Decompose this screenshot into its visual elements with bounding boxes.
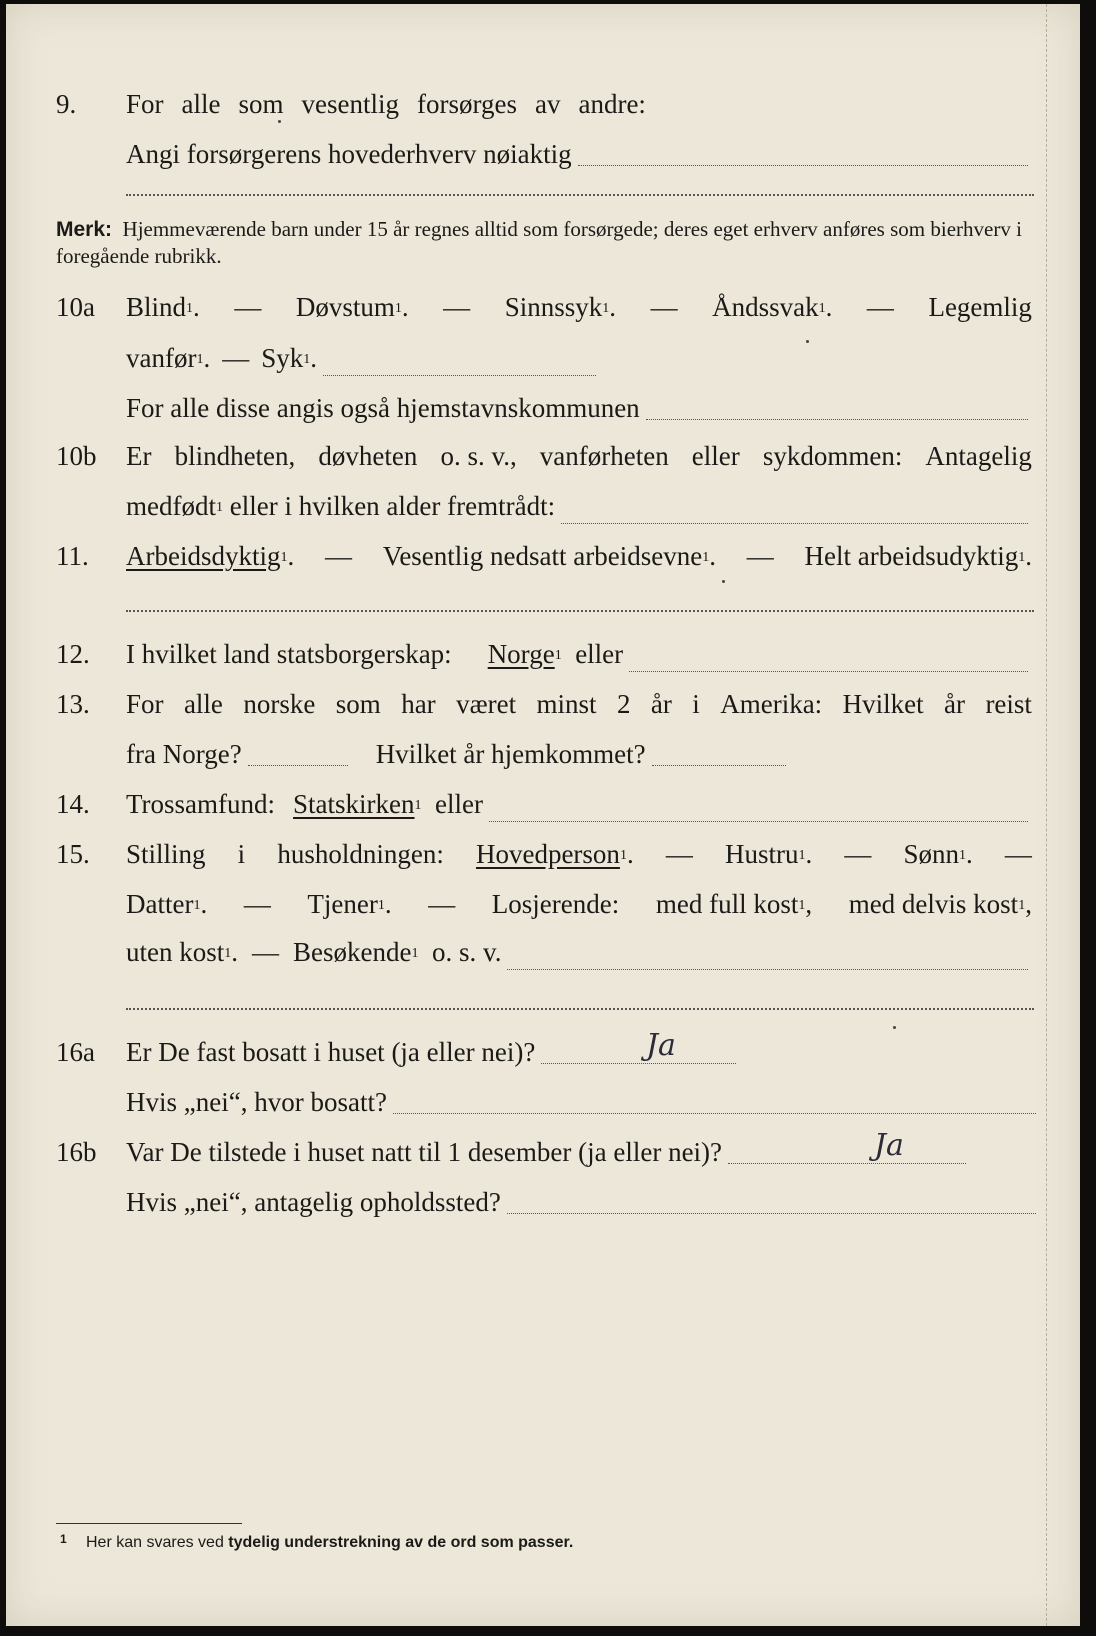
option-tjener[interactable]: Tjener: [307, 889, 378, 919]
question-number: 10a: [56, 292, 95, 322]
footnote-mark: 1: [60, 1532, 67, 1546]
option-hovedperson[interactable]: Hovedperson: [475, 839, 620, 869]
citizenship-label: I hvilket land statsborgerskap:: [126, 639, 452, 669]
whereabouts-answer-line[interactable]: [507, 1213, 1036, 1214]
residence-label: Hvis „nei“, hvor bosatt?: [126, 1087, 387, 1117]
question-13-row-1: 13. For alle norske som har været minst 2 år i Amerika: Hvilket år reist: [6, 684, 1080, 724]
resident-question: Er De fast bosatt i huset (ja eller nei)?: [126, 1037, 536, 1067]
hjemstavn-label: For alle disse angis også hjemstavnskommunen: [126, 393, 640, 423]
question-15-row-3: uten kost $^1$ . — Besøkende $^1$ o. s. v.: [6, 932, 1080, 972]
question-11-row: 11. Arbeidsdyktig$^1$. — Vesentlig nedsatt arbeidsevne$^1$. — Helt arbeidsudyktig$^1$.: [6, 536, 1080, 576]
question-number: 16a: [56, 1037, 95, 1067]
occupation-answer-line[interactable]: [578, 165, 1028, 166]
option-andssvak[interactable]: Åndssvak: [712, 292, 819, 322]
option-dovstum[interactable]: Døvstum: [295, 292, 395, 322]
question-number: 15.: [56, 839, 90, 869]
household-status-answer-line[interactable]: [507, 969, 1028, 970]
question-9-text: For alle som vesentlig forsørges av andre:: [126, 89, 646, 119]
footnote-divider: [56, 1523, 242, 1524]
illness-answer-line[interactable]: [323, 375, 596, 376]
census-form-page: [6, 4, 1080, 1626]
citizenship-answer-line[interactable]: [629, 671, 1028, 672]
merk-text: Hjemmeværende barn under 15 år regnes alltid som forsørgede; deres eget erhverv anføres som bierhverv i foregående rubrikk.: [56, 217, 1022, 268]
ink-speck: [893, 1026, 896, 1029]
option-arbeidsudyktig[interactable]: Helt arbeidsudyktig: [804, 541, 1019, 571]
question-16b-row-1: [6, 1128, 1080, 1172]
option-delvis-kost[interactable]: med delvis kost: [848, 889, 1019, 919]
option-vanfor[interactable]: vanfør: [126, 343, 197, 373]
question-16a-row-1: [6, 1028, 1080, 1072]
occupation-label: Angi forsørgerens hovederhverv nøiaktig: [126, 139, 572, 169]
question-number: 14.: [56, 789, 90, 819]
question-14-row: 14. Trossamfund: Statskirken $^1$ eller: [6, 784, 1080, 824]
footnote-emphasis: tydelig understrekning av de ord som passer.: [228, 1534, 574, 1551]
merk-note: [56, 216, 1032, 270]
option-sonn[interactable]: Sønn: [903, 839, 960, 869]
question-10b-row-2: medfødt $^1$ eller i hvilken alder fremtrådt:: [6, 486, 1080, 526]
option-besokende[interactable]: Besøkende: [293, 937, 412, 967]
handwritten-answer: Ja: [874, 1128, 904, 1163]
option-medfodt[interactable]: medfødt: [126, 491, 216, 521]
option-datter[interactable]: Datter: [126, 889, 194, 919]
question-number: 13.: [56, 689, 90, 719]
onset-age-label: eller i hvilken alder fremtrådt:: [229, 491, 556, 521]
merk-label: Merk:: [56, 218, 113, 241]
present-question: Var De tilstede i huset natt til 1 desember (ja eller nei)?: [126, 1137, 723, 1167]
religion-answer-line[interactable]: [489, 821, 1028, 822]
footnote-text: Her kan svares ved: [86, 1534, 224, 1551]
question-number: 12.: [56, 639, 90, 669]
blank-answer-line[interactable]: [126, 610, 1034, 612]
residence-answer-line[interactable]: [393, 1113, 1036, 1114]
option-legemlig[interactable]: Legemlig: [928, 292, 1032, 322]
question-number: 11.: [56, 541, 89, 571]
emigrated-year-answer-line[interactable]: [248, 765, 348, 766]
option-uten-kost[interactable]: uten kost: [126, 937, 225, 967]
question-number: 10b: [56, 441, 97, 471]
question-16b-row-2: [6, 1182, 1080, 1222]
question-10a-row-3: [6, 388, 1080, 428]
hjemstavn-answer-line[interactable]: [646, 419, 1028, 420]
option-syk[interactable]: Syk: [261, 343, 304, 373]
question-12-row: 12. I hvilket land statsborgerskap: Norge $^1$ eller: [6, 634, 1080, 674]
present-answer-field[interactable]: [728, 1163, 966, 1164]
blank-answer-line[interactable]: [126, 194, 1034, 196]
handwritten-answer: Ja: [646, 1028, 676, 1063]
option-arbeidsdyktig[interactable]: Arbeidsdyktig: [126, 541, 281, 571]
option-norge[interactable]: Norge: [487, 639, 555, 669]
option-hustru[interactable]: Hustru: [724, 839, 799, 869]
onset-age-answer-line[interactable]: [561, 523, 1028, 524]
option-full-kost[interactable]: med full kost: [655, 889, 799, 919]
option-sinnssyk[interactable]: Sinnssyk: [504, 292, 603, 322]
question-15-row-2: Datter$^1$. — Tjener$^1$. — Losjerende: med full kost$^1$, med delvis kost$^1$,: [126, 889, 1032, 919]
question-16a-row-2: [6, 1082, 1080, 1122]
footnote: [60, 1532, 574, 1552]
question-9-row-1: [6, 84, 1080, 124]
blank-answer-line[interactable]: [126, 1008, 1034, 1010]
whereabouts-label: Hvis „nei“, antagelig opholdssted?: [126, 1187, 501, 1217]
question-10a-row-2: vanfør $^1$ . — Syk $^1$ .: [6, 338, 1080, 378]
option-statskirken[interactable]: Statskirken: [293, 789, 415, 819]
returned-year-label: Hvilket år hjemkommet?: [375, 739, 646, 769]
question-10b-row-1: 10b Er blindheten, døvheten o. s. v., vanførheten eller sykdommen: Antagelig: [6, 436, 1080, 476]
emigrated-year-label: fra Norge?: [126, 739, 242, 769]
question-9-row-2: [6, 134, 1080, 174]
returned-year-answer-line[interactable]: [652, 765, 786, 766]
option-blind[interactable]: Blind: [126, 292, 187, 322]
question-number: 16b: [56, 1137, 97, 1167]
question-number: 9.: [56, 89, 77, 119]
option-nedsatt-arbeidsevne[interactable]: Vesentlig nedsatt arbeidsevne: [382, 541, 703, 571]
religion-label: Trossamfund:: [126, 789, 276, 819]
question-15-row-1: 15. Stilling i husholdningen: Hovedperson$^1$. — Hustru$^1$. — Sønn$^1$. —: [6, 834, 1080, 874]
question-13-row-2: [6, 734, 1080, 774]
resident-answer-field[interactable]: [541, 1063, 736, 1064]
question-10a-row-1: 10a Blind$^1$. — Døvstum$^1$. — Sinnssyk$^1$. — Åndssvak$^1$. — Legemlig: [6, 287, 1080, 327]
